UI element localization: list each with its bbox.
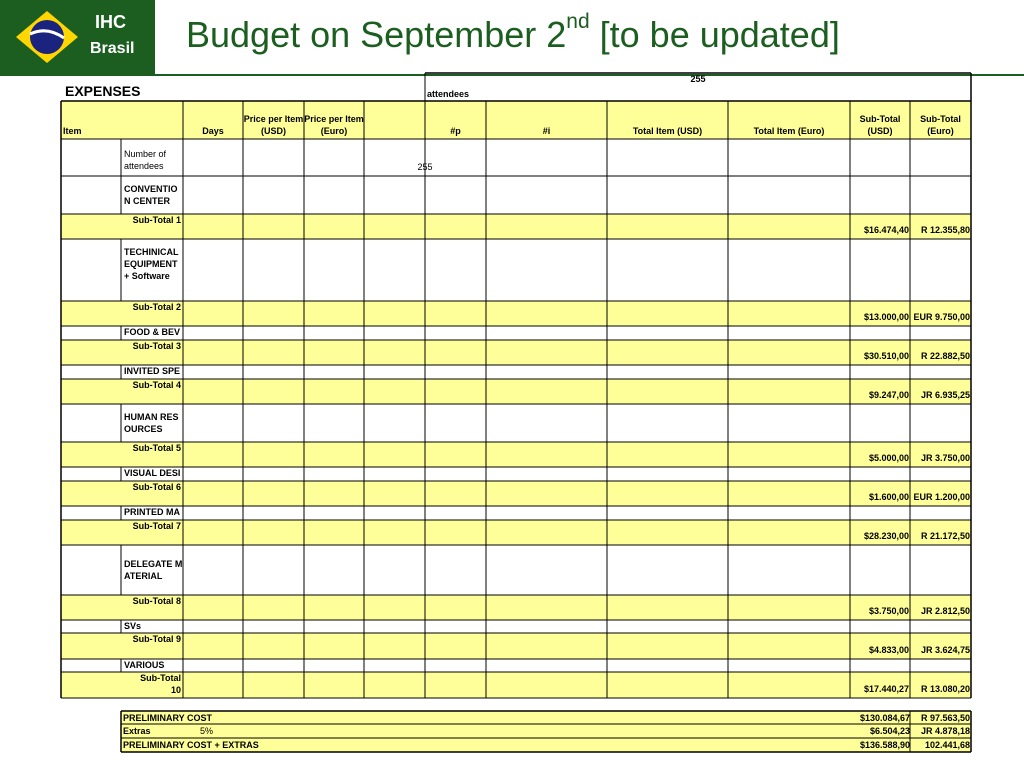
column-header-label: Sub-Total (USD): [859, 114, 901, 136]
section-label: VISUAL DESI: [124, 468, 181, 478]
subtotal-usd-value: $3.750,00: [868, 606, 909, 616]
summary-label: PRELIMINARY COST + EXTRAS: [123, 740, 259, 750]
column-header-i: [486, 101, 607, 139]
column-header-label: Price per Item (Euro): [304, 114, 364, 136]
subtotal-usd-value: $4.833,00: [868, 645, 909, 655]
attendees-count: 255: [690, 74, 706, 84]
section-label: INVITED SPE: [124, 366, 181, 376]
extras-percent: 5%: [200, 726, 214, 736]
subtotal-euro-value: R 13.080,20: [920, 684, 970, 694]
column-header-label: #i: [542, 126, 551, 136]
subtotal-usd-value: $9.247,00: [868, 390, 909, 400]
subtotal-usd-value: $28.230,00: [863, 531, 909, 541]
subtotal-euro-value: R 21.172,50: [920, 531, 970, 541]
subtotal-euro-value: R 12.355,80: [920, 225, 970, 235]
summary-usd-value: $136.588,90: [859, 740, 910, 750]
subtotal-euro-value: JR 6.935,25: [920, 390, 970, 400]
subtotal-usd-value: $16.474,40: [863, 225, 909, 235]
subtotal-euro-value: EUR 1.200,00: [913, 492, 970, 502]
subtotal-label: Sub-Total 9: [132, 634, 181, 644]
subtotal-label: Sub-Total 8: [132, 596, 181, 606]
section-label: SVs: [124, 621, 142, 631]
subtotal-label: Sub-Total 10: [140, 673, 181, 695]
subtotal-row-fill: [61, 595, 971, 620]
column-header-p: [425, 101, 486, 139]
section-label: PRINTED MA: [124, 507, 180, 517]
subtotal-usd-value: $30.510,00: [863, 351, 909, 361]
column-header-subtotal-euro: [910, 101, 971, 139]
summary-label: PRELIMINARY COST: [123, 713, 213, 723]
summary-label: Extras: [123, 726, 151, 736]
title-superscript: nd: [566, 10, 590, 33]
column-header-subtotal-usd: [850, 101, 910, 139]
column-header-label: Price per Item (USD): [243, 114, 304, 136]
summary-euro-value: 102.441,68: [924, 740, 970, 750]
subtotal-euro-value: JR 3.750,00: [920, 453, 970, 463]
subtotal-euro-value: R 22.882,50: [920, 351, 970, 361]
subtotal-euro-value: JR 2.812,50: [920, 606, 970, 616]
summary-usd-value: $130.084,67: [859, 713, 910, 723]
section-label: VARIOUS: [124, 660, 165, 670]
subtotal-row-fill: [61, 214, 971, 239]
column-header-total-usd: [607, 101, 728, 139]
subtotal-row-fill: [61, 340, 971, 365]
subtotal-label: Sub-Total 4: [132, 380, 181, 390]
subtotal-row-fill: [61, 672, 971, 698]
subtotal-row-fill: [61, 520, 971, 545]
section-label: HUMAN RESOURCES: [124, 412, 179, 434]
subtotal-usd-value: $17.440,27: [863, 684, 909, 694]
section-label: DELEGATE MATERIAL: [124, 559, 183, 581]
logo-text-brasil: Brasil: [90, 40, 135, 57]
subtotal-row-fill: [61, 633, 971, 659]
section-label: FOOD & BEV: [124, 327, 181, 337]
section-label: CONVENTION CENTER: [124, 184, 178, 206]
title-tail: [to be updated]: [589, 14, 840, 55]
subtotal-label: Sub-Total 6: [132, 482, 181, 492]
subtotal-label: Sub-Total 2: [132, 302, 181, 312]
column-header-price-euro: [304, 101, 364, 139]
section-label: TECHINICAL EQUIPMENT + Software: [124, 247, 179, 281]
column-header-label: #p: [450, 126, 461, 136]
summary-euro-value: R 97.563,50: [920, 713, 970, 723]
summary-usd-value: $6.504,23: [869, 726, 910, 736]
subtotal-row-fill: [61, 481, 971, 506]
column-header-item: [61, 101, 121, 139]
subtotal-euro-value: JR 3.624,75: [920, 645, 970, 655]
subtotal-row-fill: [61, 442, 971, 467]
subtotal-label: Sub-Total 7: [132, 521, 181, 531]
subtotal-label: Sub-Total 5: [132, 443, 181, 453]
number-of-attendees-value: 255: [417, 162, 433, 172]
subtotal-label: Sub-Total 3: [132, 341, 181, 351]
column-header-label: Total Item (USD): [632, 126, 703, 136]
column-header-label: Total Item (Euro): [753, 126, 825, 136]
column-header-price-usd: [243, 101, 304, 139]
column-header-label: Sub-Total (Euro): [920, 114, 961, 136]
number-of-attendees-label: Number of attendees: [124, 149, 167, 171]
column-header-total-euro: [728, 101, 850, 139]
subtotal-row-fill: [61, 379, 971, 404]
summary-euro-value: JR 4.878,18: [920, 726, 970, 736]
column-header-days: [183, 101, 243, 139]
column-header-label: Item: [63, 126, 82, 136]
subtotal-label: Sub-Total 1: [132, 215, 181, 225]
title-main: Budget on September 2: [186, 14, 567, 55]
attendees-label: attendees: [427, 89, 470, 99]
subtotal-euro-value: EUR 9.750,00: [913, 312, 970, 322]
subtotal-row-fill: [61, 301, 971, 326]
logo-text-ihc: IHC: [95, 12, 126, 32]
subtotal-usd-value: $13.000,00: [863, 312, 909, 322]
column-header-label: Days: [202, 126, 224, 136]
expenses-label: EXPENSES: [65, 83, 141, 99]
subtotal-usd-value: $1.600,00: [868, 492, 909, 502]
subtotal-usd-value: $5.000,00: [868, 453, 909, 463]
